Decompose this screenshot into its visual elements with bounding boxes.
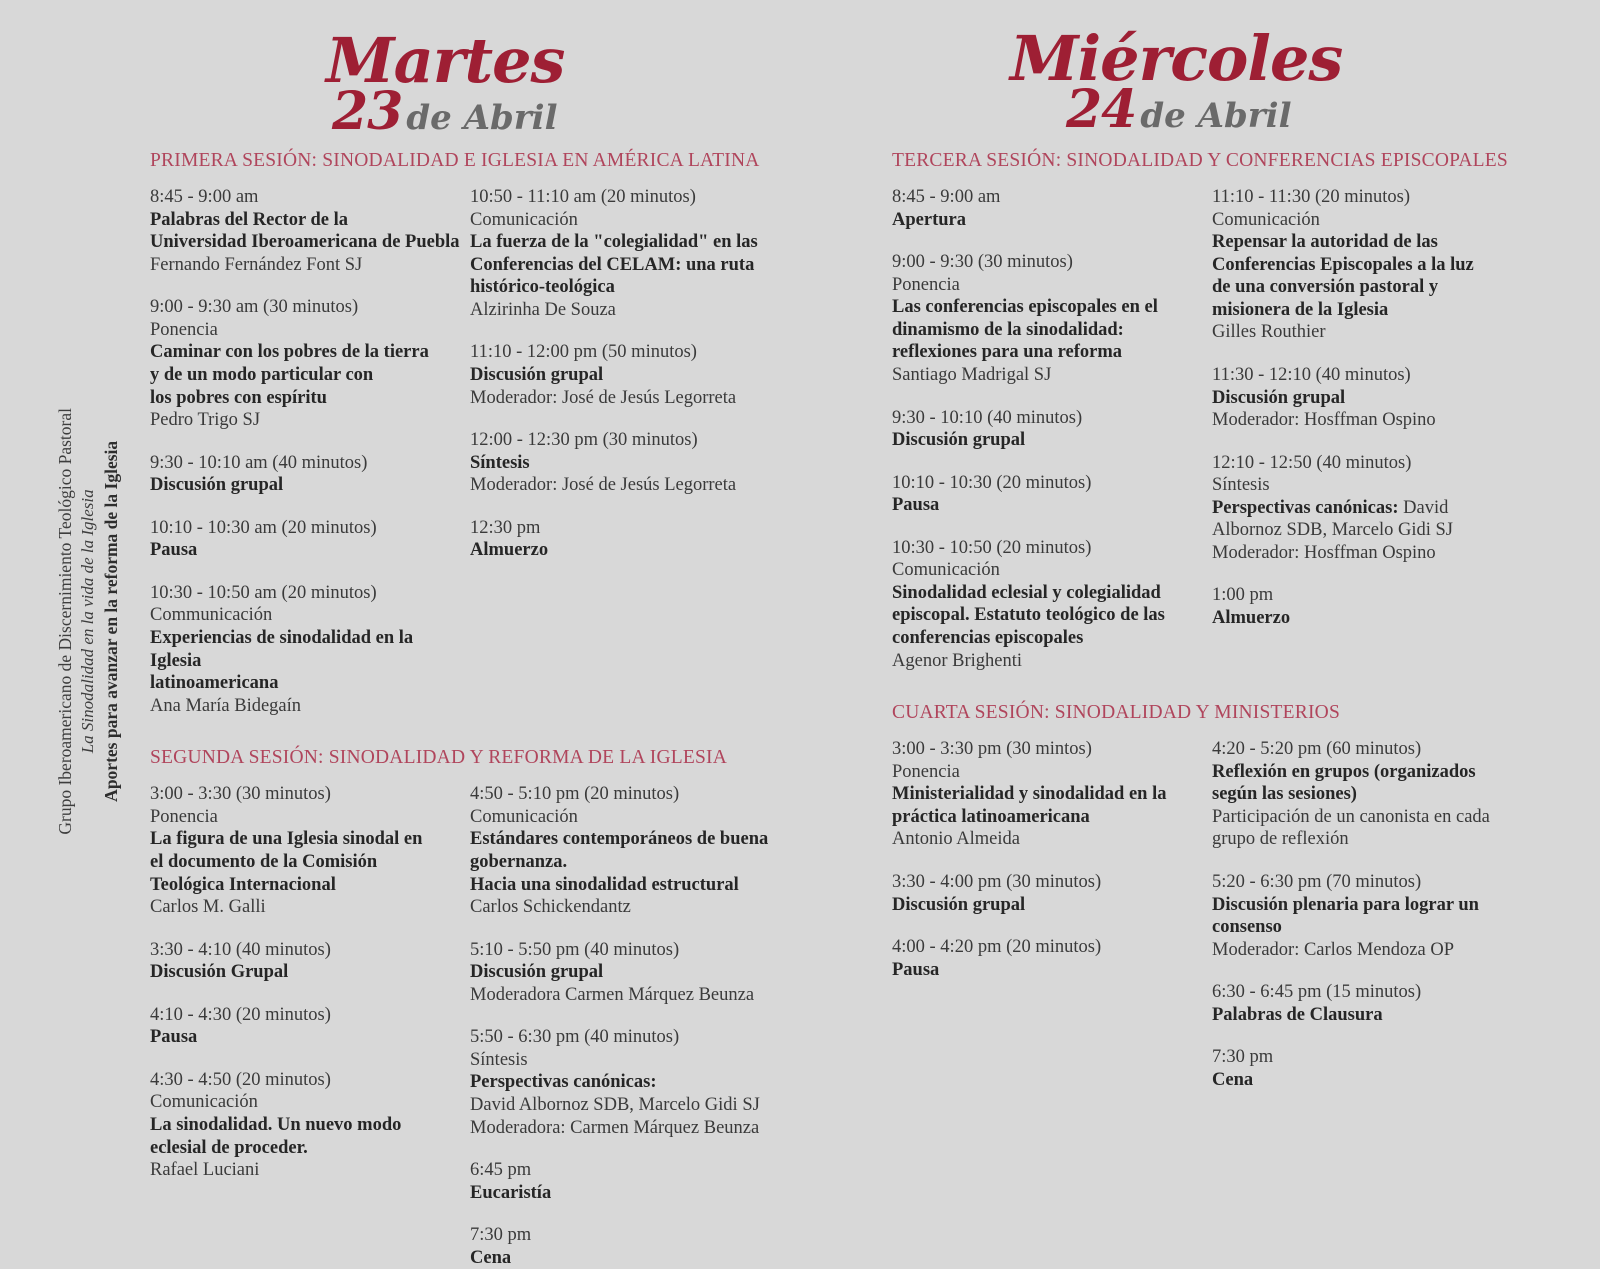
spine-group-name: Grupo Iberoamericano de Discernimiento Teológico Pastoral: [54, 408, 75, 835]
schedule-item-title: Discusión Grupal: [150, 962, 289, 983]
spine-theme: La Sinodalidad en la vida de la Iglesia: [77, 489, 97, 754]
schedule-item-title: Ministerialidad y sinodalidad en la: [892, 784, 1167, 805]
schedule-item-detail: 10:10 - 10:30 (20 minutos): [892, 472, 1092, 493]
schedule-item-title: Universidad Iberoamericana de Puebla: [150, 232, 460, 253]
schedule-item-title: gobernanza.: [470, 851, 568, 872]
schedule-item-detail: Pedro Trigo SJ: [150, 410, 261, 431]
schedule-item-detail: 1:00 pm: [1212, 585, 1274, 606]
schedule-item-title: Perspectivas canónicas: David: [1212, 497, 1449, 518]
schedule-item: [1212, 1046, 1524, 1091]
schedule-item-title: Caminar con los pobres de la tierra: [150, 342, 429, 363]
schedule-item-detail: 9:00 - 9:30 am (30 minutos): [150, 297, 359, 318]
schedule-item-title: los pobres con espíritu: [150, 387, 327, 408]
session-heading: CUARTA SESIÓN: SINODALIDAD Y MINISTERIOS: [892, 702, 1340, 724]
schedule-item: [892, 936, 1204, 981]
schedule-item-detail: Comunicación: [892, 560, 1000, 581]
schedule-item-title: Repensar la autoridad de las: [1212, 232, 1438, 253]
session-block: [150, 747, 790, 1269]
schedule-item: [892, 871, 1204, 916]
schedule-item-title: Almuerzo: [1212, 608, 1291, 628]
schedule-item: [470, 783, 782, 918]
schedule-item-title: dinamismo de la sinodalidad:: [892, 319, 1124, 340]
schedule-item: [1212, 981, 1524, 1026]
schedule-item: [150, 186, 462, 276]
schedule-item-title: Discusión grupal: [150, 475, 284, 496]
day-weekday: Miércoles: [1010, 22, 1343, 95]
schedule-item-title: Pausa: [150, 1027, 198, 1048]
schedule-item: [892, 537, 1204, 672]
schedule-item-title: consenso: [1212, 917, 1282, 938]
schedule-item-detail: Ponencia: [892, 761, 960, 782]
schedule-item-title: Conferencias Episcopales a la luz: [1212, 254, 1474, 275]
session-block: [150, 150, 790, 717]
schedule-item: [1212, 364, 1524, 432]
schedule-item-title: Pausa: [892, 959, 940, 980]
schedule-item-detail: 10:10 - 10:30 am (20 minutos): [150, 517, 377, 538]
schedule-column: [150, 783, 470, 1269]
schedule-item-detail: Síntesis: [1212, 475, 1270, 496]
schedule-item: [470, 1026, 782, 1139]
schedule-item-detail: Comunicación: [470, 209, 578, 230]
schedule-item-detail: Agenor Brighenti: [892, 650, 1022, 671]
schedule-item-detail: 9:00 - 9:30 (30 minutos): [892, 252, 1073, 273]
schedule-item: [892, 186, 1204, 231]
schedule-item-detail: Rafael Luciani: [150, 1160, 260, 1181]
schedule-item-detail: 12:30 pm: [470, 517, 541, 538]
schedule-item-title: La figura de una Iglesia sinodal en: [150, 829, 423, 850]
schedule-item-title: según las sesiones): [1212, 784, 1357, 805]
schedule-item-detail: 5:50 - 6:30 pm (40 minutos): [470, 1027, 680, 1048]
schedule-item-title: Apertura: [892, 209, 966, 230]
schedule-item-title: Conferencias del CELAM: una ruta: [470, 254, 755, 275]
schedule-item-title: Reflexión en grupos (organizados: [1212, 761, 1476, 782]
schedule-item-detail: 7:30 pm: [470, 1225, 532, 1246]
schedule-item: [1212, 584, 1524, 629]
schedule-item-title: Palabras de Clausura: [1212, 1004, 1383, 1025]
schedule-item-detail: Fernando Fernández Font SJ: [150, 254, 363, 275]
schedule-item-inline-detail: David: [1398, 497, 1449, 518]
schedule-item: [150, 517, 462, 562]
schedule-item-title: Discusión grupal: [470, 962, 604, 983]
schedule-item-detail: Comunicación: [1212, 209, 1320, 230]
schedule-item-title: Almuerzo: [470, 540, 549, 561]
session-columns: [892, 186, 1532, 672]
schedule-item-detail: Moderador: Carlos Mendoza OP: [1212, 939, 1454, 960]
schedule-item-detail: Alzirinha De Souza: [470, 299, 616, 320]
schedule-item-detail: David Albornoz SDB, Marcelo Gidi SJ: [470, 1095, 760, 1115]
schedule-item: [470, 1159, 782, 1204]
schedule-item: [470, 429, 782, 497]
schedule-item-title: Discusión grupal: [892, 894, 1026, 915]
schedule-item-title: misionera de la Iglesia: [1212, 299, 1389, 320]
schedule-item: [150, 452, 462, 497]
day-date-line: [332, 81, 558, 142]
schedule-column: [470, 186, 790, 717]
schedule-item: [150, 296, 462, 431]
schedule-item-title: Discusión grupal: [470, 364, 604, 385]
session-heading: SEGUNDA SESIÓN: SINODALIDAD Y REFORMA DE LA IGLESIA: [150, 747, 727, 769]
schedule-item-title: Discusión grupal: [892, 430, 1026, 451]
schedule-column: [150, 186, 470, 717]
schedule-item-detail: 4:10 - 4:30 (20 minutos): [150, 1004, 331, 1025]
schedule-item-title: Las conferencias episcopales en el: [892, 297, 1158, 318]
schedule-item-detail: Moderador: Hosffman Ospino: [1212, 410, 1436, 431]
schedule-item-detail: 3:00 - 3:30 pm (30 mintos): [892, 739, 1092, 760]
session-block: [892, 702, 1532, 1091]
vertical-event-branding: [48, 0, 128, 1243]
schedule-item: [470, 186, 782, 321]
schedule-column: [892, 738, 1212, 1091]
day-date-line: [1066, 79, 1292, 140]
schedule-item-detail: 8:45 - 9:00 am: [150, 187, 259, 207]
schedule-item: [470, 939, 782, 1007]
schedule-item: [1212, 738, 1524, 851]
schedule-item-title: Palabras del Rector de la: [150, 209, 348, 230]
session-columns: [150, 186, 790, 717]
schedule-item: [892, 472, 1204, 517]
schedule-item: [892, 738, 1204, 851]
schedule-item-title: Pausa: [150, 540, 198, 561]
schedule-item-detail: 9:30 - 10:10 (40 minutos): [892, 407, 1083, 428]
schedule-item-title: de una conversión pastoral y: [1212, 277, 1439, 298]
schedule-item-detail: 12:00 - 12:30 pm (30 minutos): [470, 430, 698, 451]
schedule-item-detail: Participación de un canonista en cada: [1212, 806, 1490, 827]
schedule-item-detail: Ana María Bidegaín: [150, 695, 302, 716]
schedule-item-title: Cena: [1212, 1069, 1254, 1090]
schedule-item-detail: 3:00 - 3:30 (30 minutos): [150, 784, 331, 805]
schedule-item-title: Experiencias de sinodalidad en la Iglesia: [150, 628, 414, 671]
schedule-item: [150, 1069, 462, 1182]
schedule-item: [892, 407, 1204, 452]
schedule-item-title: Discusión grupal: [1212, 387, 1346, 408]
schedule-item: [150, 582, 462, 717]
session-heading: PRIMERA SESIÓN: SINODALIDAD E IGLESIA EN AMÉRICA LATINA: [150, 150, 760, 171]
schedule-item-title: latinoamericana: [150, 673, 279, 694]
schedule-item-detail: 6:45 pm: [470, 1160, 532, 1181]
schedule-item-title: eclesial de proceder.: [150, 1137, 308, 1158]
schedule-item-detail: Gilles Routhier: [1212, 322, 1326, 343]
day-month: de Abril: [406, 98, 558, 138]
schedule-item-detail: Albornoz SDB, Marcelo Gidi SJ: [1212, 520, 1453, 541]
schedule-item-title: Perspectivas canónicas:: [470, 1072, 657, 1093]
schedule-item-title: Eucaristía: [470, 1182, 552, 1203]
schedule-item-detail: 10:30 - 10:50 am (20 minutos): [150, 582, 377, 603]
schedule-item-detail: Santiago Madrigal SJ: [892, 364, 1052, 385]
schedule-item-detail: Moderadora Carmen Márquez Beunza: [470, 984, 755, 1005]
schedule-column: [1212, 186, 1532, 672]
schedule-item: [1212, 452, 1524, 565]
schedule-item-detail: Ponencia: [150, 319, 218, 340]
schedule-item-detail: 9:30 - 10:10 am (40 minutos): [150, 452, 368, 473]
schedule-item-title: Síntesis: [470, 452, 530, 473]
schedule-item: [892, 251, 1204, 386]
schedule-item-detail: 4:20 - 5:20 pm (60 minutos): [1212, 739, 1422, 760]
schedule-item: [470, 1224, 782, 1269]
schedule-item-detail: Comunicación: [150, 1092, 258, 1113]
schedule-item-detail: 3:30 - 4:00 pm (30 minutos): [892, 871, 1102, 892]
schedule-item-detail: 6:30 - 6:45 pm (15 minutos): [1212, 982, 1422, 1003]
session-block: [892, 150, 1532, 672]
session-columns: [892, 738, 1532, 1091]
schedule-item-detail: 8:45 - 9:00 am: [892, 187, 1001, 207]
schedule-item-detail: Carlos M. Galli: [150, 897, 266, 918]
schedule-item-title: Estándares contemporáneos de buena: [470, 829, 769, 850]
schedule-item-detail: 12:10 - 12:50 (40 minutos): [1212, 452, 1412, 473]
schedule-item-title: y de un modo particular con: [150, 364, 374, 385]
schedule-item-detail: Síntesis: [470, 1049, 528, 1070]
day-title-block: [892, 0, 1532, 150]
schedule-item: [150, 939, 462, 984]
schedule-item-detail: Ponencia: [150, 806, 218, 827]
day-number: 24: [1066, 79, 1137, 140]
schedule-item-title: episcopal. Estatuto teológico de las: [892, 605, 1165, 626]
day-number: 23: [332, 81, 403, 142]
schedule-item-title: Sinodalidad eclesial y colegialidad: [892, 582, 1161, 603]
schedule-item-detail: Ponencia: [892, 274, 960, 295]
schedule-item-title: Cena: [470, 1247, 512, 1268]
schedule-item-title: práctica latinoamericana: [892, 806, 1090, 827]
schedule-item-detail: 11:10 - 11:30 (20 minutos): [1212, 187, 1411, 207]
schedule-item-detail: 11:10 - 12:00 pm (50 minutos): [470, 342, 697, 363]
day-title-block: [150, 0, 790, 150]
schedule-item-title: reflexiones para una reforma: [892, 342, 1123, 363]
schedule-item: [1212, 871, 1524, 961]
schedule-item-detail: 4:50 - 5:10 pm (20 minutos): [470, 784, 680, 805]
schedule-item-detail: 7:30 pm: [1212, 1047, 1274, 1068]
schedule-item-detail: Comunicación: [470, 806, 578, 827]
schedule-item-title: Hacia una sinodalidad estructural: [470, 874, 739, 895]
schedule-item-title: La sinodalidad. Un nuevo modo: [150, 1115, 402, 1135]
schedule-column: [1212, 738, 1532, 1091]
schedule-item-title: Pausa: [892, 495, 940, 516]
schedule-item-title: La fuerza de la "colegialidad" en las: [470, 232, 758, 253]
schedule-item-detail: Communicación: [150, 605, 273, 626]
day-month: de Abril: [1140, 96, 1292, 136]
schedule-item-detail: 4:30 - 4:50 (20 minutos): [150, 1069, 331, 1090]
schedule-item-title: Discusión plenaria para lograr un: [1212, 894, 1479, 915]
schedule-column: [892, 186, 1212, 672]
schedule-column: [470, 783, 790, 1269]
schedule-item: [470, 517, 782, 562]
session-heading: TERCERA SESIÓN: SINODALIDAD Y CONFERENCIAS EPISCOPALES: [892, 150, 1508, 171]
schedule-item-title: conferencias episcopales: [892, 628, 1084, 648]
schedule-item-detail: 3:30 - 4:10 (40 minutos): [150, 939, 331, 960]
schedule-item-detail: Moderadora: Carmen Márquez Beunza: [470, 1117, 760, 1138]
schedule-item: [150, 783, 462, 918]
schedule-item-detail: grupo de reflexión: [1212, 829, 1349, 850]
schedule-item-detail: 4:00 - 4:20 pm (20 minutos): [892, 937, 1102, 958]
schedule-item-title: el documento de la Comisión: [150, 851, 378, 872]
schedule-item-detail: 10:50 - 11:10 am (20 minutos): [470, 187, 696, 207]
schedule-item-detail: 5:20 - 6:30 pm (70 minutos): [1212, 871, 1422, 892]
day-column: [150, 0, 790, 1269]
session-columns: [150, 783, 790, 1269]
schedule-item-detail: Antonio Almeida: [892, 829, 1020, 850]
schedule-item-detail: Moderador: José de Jesús Legorreta: [470, 475, 737, 496]
day-column: [892, 0, 1532, 1091]
schedule-item-detail: 5:10 - 5:50 pm (40 minutos): [470, 939, 680, 960]
schedule-item-title: histórico-teológica: [470, 277, 615, 298]
spine-subtitle: Aportes para avanzar en la reforma de la Iglesia: [100, 441, 121, 802]
schedule-item: [470, 341, 782, 409]
schedule-item-detail: Moderador: Hosffman Ospino: [1212, 542, 1436, 563]
schedule-item-detail: 11:30 - 12:10 (40 minutos): [1212, 364, 1411, 385]
schedule-item: [150, 1004, 462, 1049]
day-weekday: Martes: [326, 24, 565, 97]
schedule-item-detail: Moderador: José de Jesús Legorreta: [470, 387, 737, 408]
schedule-item-detail: Carlos Schickendantz: [470, 897, 631, 918]
schedule-item: [1212, 186, 1524, 344]
schedule-item-title: Teológica Internacional: [150, 874, 336, 895]
schedule-item-detail: 10:30 - 10:50 (20 minutos): [892, 537, 1092, 558]
